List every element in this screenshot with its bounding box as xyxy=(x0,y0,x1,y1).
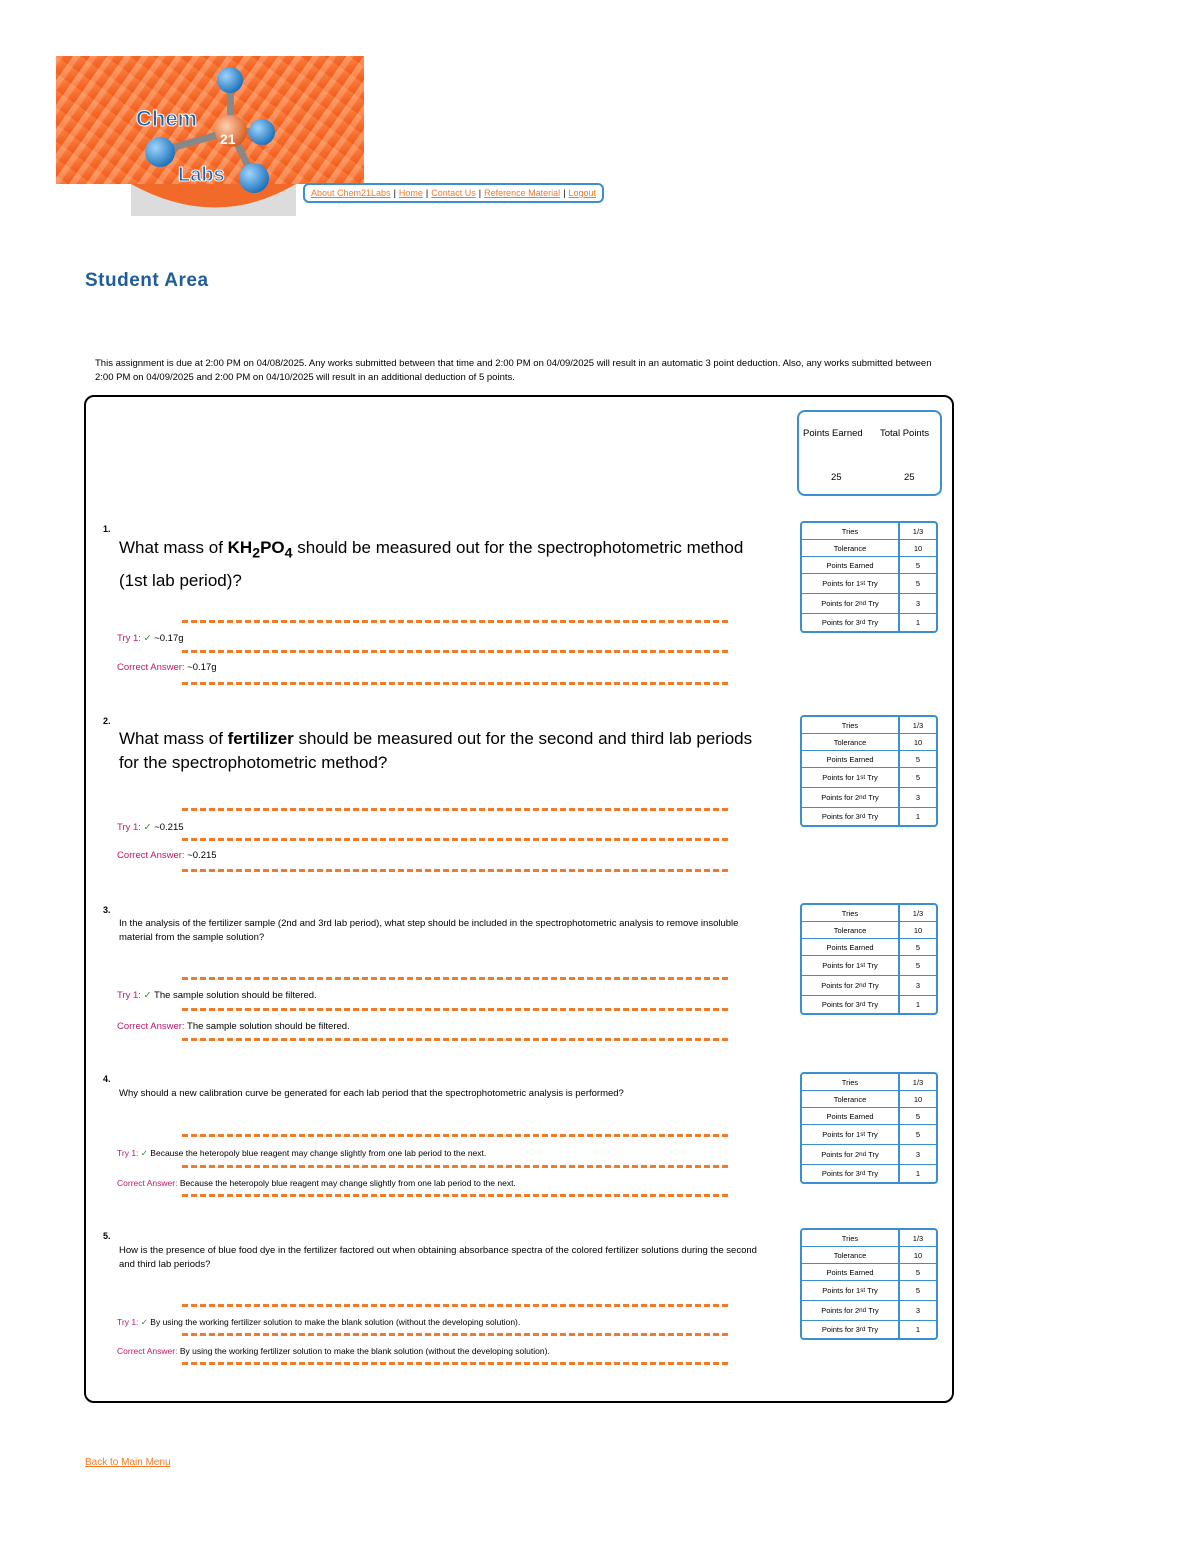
tolerance-label: Tolerance xyxy=(802,540,900,556)
points-3rd-value: 1 xyxy=(915,1325,921,1334)
divider xyxy=(182,1194,728,1197)
points-2nd-label: Points for 2 nd Try xyxy=(802,1301,900,1320)
try-1-answer xyxy=(117,822,184,833)
tries-value: 1/3 xyxy=(912,1077,924,1087)
points-earned-label: Points Earned xyxy=(802,1108,900,1124)
try-label: Try 1: xyxy=(117,1148,139,1158)
divider xyxy=(182,977,728,980)
correct-answer xyxy=(117,1021,350,1032)
question-stats xyxy=(800,715,938,827)
correct-value: Because the heteropoly blue reagent may change slightly from one lab period to the next. xyxy=(179,1178,516,1188)
points-earned-value: 5 xyxy=(915,560,921,570)
question-text: How is the presence of blue food dye in the fertilizer factored out when obtaining absorbance spectra of the colored fertilizer solutions during the second and third lab periods? xyxy=(119,1245,757,1270)
formula-subscript: 2 xyxy=(252,545,261,562)
points-earned-value: 5 xyxy=(915,942,921,952)
tolerance-value: 10 xyxy=(913,1094,923,1104)
points-1st-value: 5 xyxy=(915,1286,921,1295)
formula-part: KH xyxy=(227,538,253,557)
points-3rd-value: 1 xyxy=(915,1000,921,1009)
logo-text-labs: Labs xyxy=(178,164,225,186)
try-label: Try 1: xyxy=(117,633,141,644)
check-icon: ✓ xyxy=(143,633,152,644)
formula-subscript: 4 xyxy=(284,545,293,562)
tolerance-value: 10 xyxy=(913,543,923,553)
question-number: 1. xyxy=(103,524,111,534)
points-3rd-value: 1 xyxy=(915,618,921,627)
correct-value: By using the working fertilizer solution to make the blank solution (without the developing solution). xyxy=(179,1346,550,1356)
question-text-part: should be measured out for the second and third lab periods for the spectrophotometric method? xyxy=(119,729,753,772)
question-stats xyxy=(800,1228,938,1340)
points-earned-label: Points Earned xyxy=(802,939,900,955)
try-1-answer xyxy=(117,990,317,1001)
nav-reference[interactable]: Reference Material xyxy=(484,188,561,198)
points-2nd-value: 3 xyxy=(915,1306,921,1315)
tolerance-label: Tolerance xyxy=(802,922,900,938)
divider xyxy=(182,682,728,685)
correct-answer xyxy=(117,1346,737,1356)
try-value: ~0.215 xyxy=(154,822,184,833)
points-earned-label: Points Earned xyxy=(802,557,900,573)
points-1st-label: Points for 1 st Try xyxy=(802,574,900,593)
logo-text-chem: Chem xyxy=(136,106,198,131)
points-1st-value: 5 xyxy=(915,579,921,588)
tries-value: 1/3 xyxy=(912,526,924,536)
points-1st-value: 5 xyxy=(915,961,921,970)
correct-value: ~0.17g xyxy=(187,662,217,673)
points-2nd-label: Points for 2 nd Try xyxy=(802,594,900,613)
question-text xyxy=(119,534,769,595)
points-earned-label: Points Earned xyxy=(802,1264,900,1280)
check-icon: ✓ xyxy=(143,822,152,833)
try-value: By using the working fertilizer solution to make the blank solution (without the developing solution). xyxy=(150,1317,521,1327)
points-1st-label: Points for 1 st Try xyxy=(802,1281,900,1300)
tolerance-label: Tolerance xyxy=(802,1247,900,1263)
try-label: Try 1: xyxy=(117,990,141,1001)
total-points-label: Total Points xyxy=(880,428,930,439)
divider xyxy=(182,1165,728,1168)
try-label: Try 1: xyxy=(117,1317,139,1327)
points-3rd-value: 1 xyxy=(915,812,921,821)
divider xyxy=(182,869,728,872)
tries-label: Tries xyxy=(802,1074,900,1090)
tries-label: Tries xyxy=(802,905,900,921)
divider xyxy=(182,620,728,623)
tries-label: Tries xyxy=(802,1230,900,1246)
tolerance-label: Tolerance xyxy=(802,1091,900,1107)
tolerance-value: 10 xyxy=(913,1250,923,1260)
divider xyxy=(182,1134,728,1137)
points-2nd-value: 3 xyxy=(915,981,921,990)
question-text: In the analysis of the fertilizer sample (2nd and 3rd lab period), what step should be included in the spectrophotometric analysis to remove insoluble material from the sample solution? xyxy=(119,918,739,943)
question-text-part: should be measured out for the spectrophotometric method (1st lab period)? xyxy=(119,538,744,591)
points-3rd-label: Points for 3 rd Try xyxy=(802,614,900,631)
correct-answer xyxy=(117,850,217,861)
points-earned-value: 5 xyxy=(915,1111,921,1121)
nav-separator: | xyxy=(478,188,482,198)
try-value: ~0.17g xyxy=(154,633,184,644)
correct-label: Correct Answer: xyxy=(117,1178,178,1188)
top-nav xyxy=(303,183,604,203)
correct-label: Correct Answer: xyxy=(117,1346,178,1356)
points-1st-label: Points for 1 st Try xyxy=(802,1125,900,1144)
try-1-answer xyxy=(117,1317,737,1328)
correct-label: Correct Answer: xyxy=(117,662,185,673)
question-bold: fertilizer xyxy=(227,729,294,748)
tries-label: Tries xyxy=(802,523,900,539)
nav-contact[interactable]: Contact Us xyxy=(431,188,476,198)
nav-separator: | xyxy=(393,188,396,198)
check-icon: ✓ xyxy=(143,990,152,1001)
points-2nd-value: 3 xyxy=(915,599,921,608)
points-3rd-label: Points for 3 rd Try xyxy=(802,808,900,825)
points-2nd-label: Points for 2 nd Try xyxy=(802,976,900,995)
points-2nd-value: 3 xyxy=(915,1150,921,1159)
points-earned-label: Points Earned xyxy=(803,428,863,439)
question-stats xyxy=(800,521,938,633)
page-title: Student Area xyxy=(85,270,209,291)
score-summary xyxy=(797,410,942,496)
points-1st-label: Points for 1 st Try xyxy=(802,956,900,975)
nav-about[interactable]: About Chem21Labs xyxy=(311,188,391,198)
nav-home[interactable]: Home xyxy=(398,188,423,198)
question-text-part: What mass of xyxy=(119,538,228,557)
nav-logout[interactable]: Logout xyxy=(568,188,597,198)
question-text xyxy=(119,727,769,775)
correct-value: ~0.215 xyxy=(187,850,217,861)
tries-label: Tries xyxy=(802,717,900,733)
question-number: 2. xyxy=(103,716,111,726)
question-number: 3. xyxy=(103,905,111,915)
logo-text-number: 21 xyxy=(220,131,236,147)
correct-value: The sample solution should be filtered. xyxy=(187,1021,350,1032)
tolerance-value: 10 xyxy=(913,737,923,747)
question-stats xyxy=(800,1072,938,1184)
divider xyxy=(182,808,728,811)
try-label: Try 1: xyxy=(117,822,141,833)
correct-answer xyxy=(117,1178,737,1188)
tries-value: 1/3 xyxy=(912,720,924,730)
check-icon: ✓ xyxy=(140,1317,148,1327)
correct-answer xyxy=(117,662,217,673)
divider xyxy=(182,1362,728,1365)
nav-separator: | xyxy=(563,188,566,198)
points-earned-label: Points Earned xyxy=(802,751,900,767)
total-points-value: 25 xyxy=(904,472,915,483)
tries-value: 1/3 xyxy=(912,908,924,918)
points-2nd-value: 3 xyxy=(915,793,921,802)
tolerance-value: 10 xyxy=(913,925,923,935)
points-2nd-label: Points for 2 nd Try xyxy=(802,1145,900,1164)
tries-value: 1/3 xyxy=(912,1233,924,1243)
correct-label: Correct Answer: xyxy=(117,850,185,861)
divider xyxy=(182,838,728,841)
points-1st-value: 5 xyxy=(915,773,921,782)
points-earned-value: 25 xyxy=(831,472,842,483)
points-1st-label: Points for 1 st Try xyxy=(802,768,900,787)
points-3rd-label: Points for 3 rd Try xyxy=(802,1165,900,1182)
correct-label: Correct Answer: xyxy=(117,1021,185,1032)
points-earned-value: 5 xyxy=(915,754,921,764)
divider xyxy=(182,1008,728,1011)
question-stats xyxy=(800,903,938,1015)
back-to-main-menu-link[interactable]: Back to Main Menu xyxy=(85,1457,171,1468)
try-1-answer xyxy=(117,1148,737,1159)
check-icon: ✓ xyxy=(140,1148,148,1158)
divider xyxy=(182,1038,728,1041)
nav-separator: | xyxy=(425,188,429,198)
points-1st-value: 5 xyxy=(915,1130,921,1139)
formula-part: PO xyxy=(260,538,285,557)
question-text-part: What mass of xyxy=(119,729,228,748)
points-3rd-value: 1 xyxy=(915,1169,921,1178)
try-value: The sample solution should be filtered. xyxy=(154,990,317,1001)
tolerance-label: Tolerance xyxy=(802,734,900,750)
points-2nd-label: Points for 2 nd Try xyxy=(802,788,900,807)
question-number: 4. xyxy=(103,1074,111,1084)
points-3rd-label: Points for 3 rd Try xyxy=(802,996,900,1013)
try-value: Because the heteropoly blue reagent may change slightly from one lab period to the next. xyxy=(150,1148,487,1158)
try-1-answer xyxy=(117,633,184,644)
question-number: 5. xyxy=(103,1231,111,1241)
points-3rd-label: Points for 3 rd Try xyxy=(802,1321,900,1338)
due-notice: This assignment is due at 2:00 PM on 04/08/2025. Any works submitted between that time and 2:00 PM on 04/09/2025 will result in an automatic 3 point deduction. Also, any works submitted between 2:00 PM on 04/09/2025 and 2:00 PM on 04/10/2025 will result in an additional deduction of 5 points. xyxy=(95,358,932,383)
divider xyxy=(182,650,728,653)
question-text: Why should a new calibration curve be generated for each lab period that the spectrophotometric analysis is performed? xyxy=(119,1088,624,1099)
points-earned-value: 5 xyxy=(915,1267,921,1277)
divider xyxy=(182,1333,728,1336)
divider xyxy=(182,1304,728,1307)
